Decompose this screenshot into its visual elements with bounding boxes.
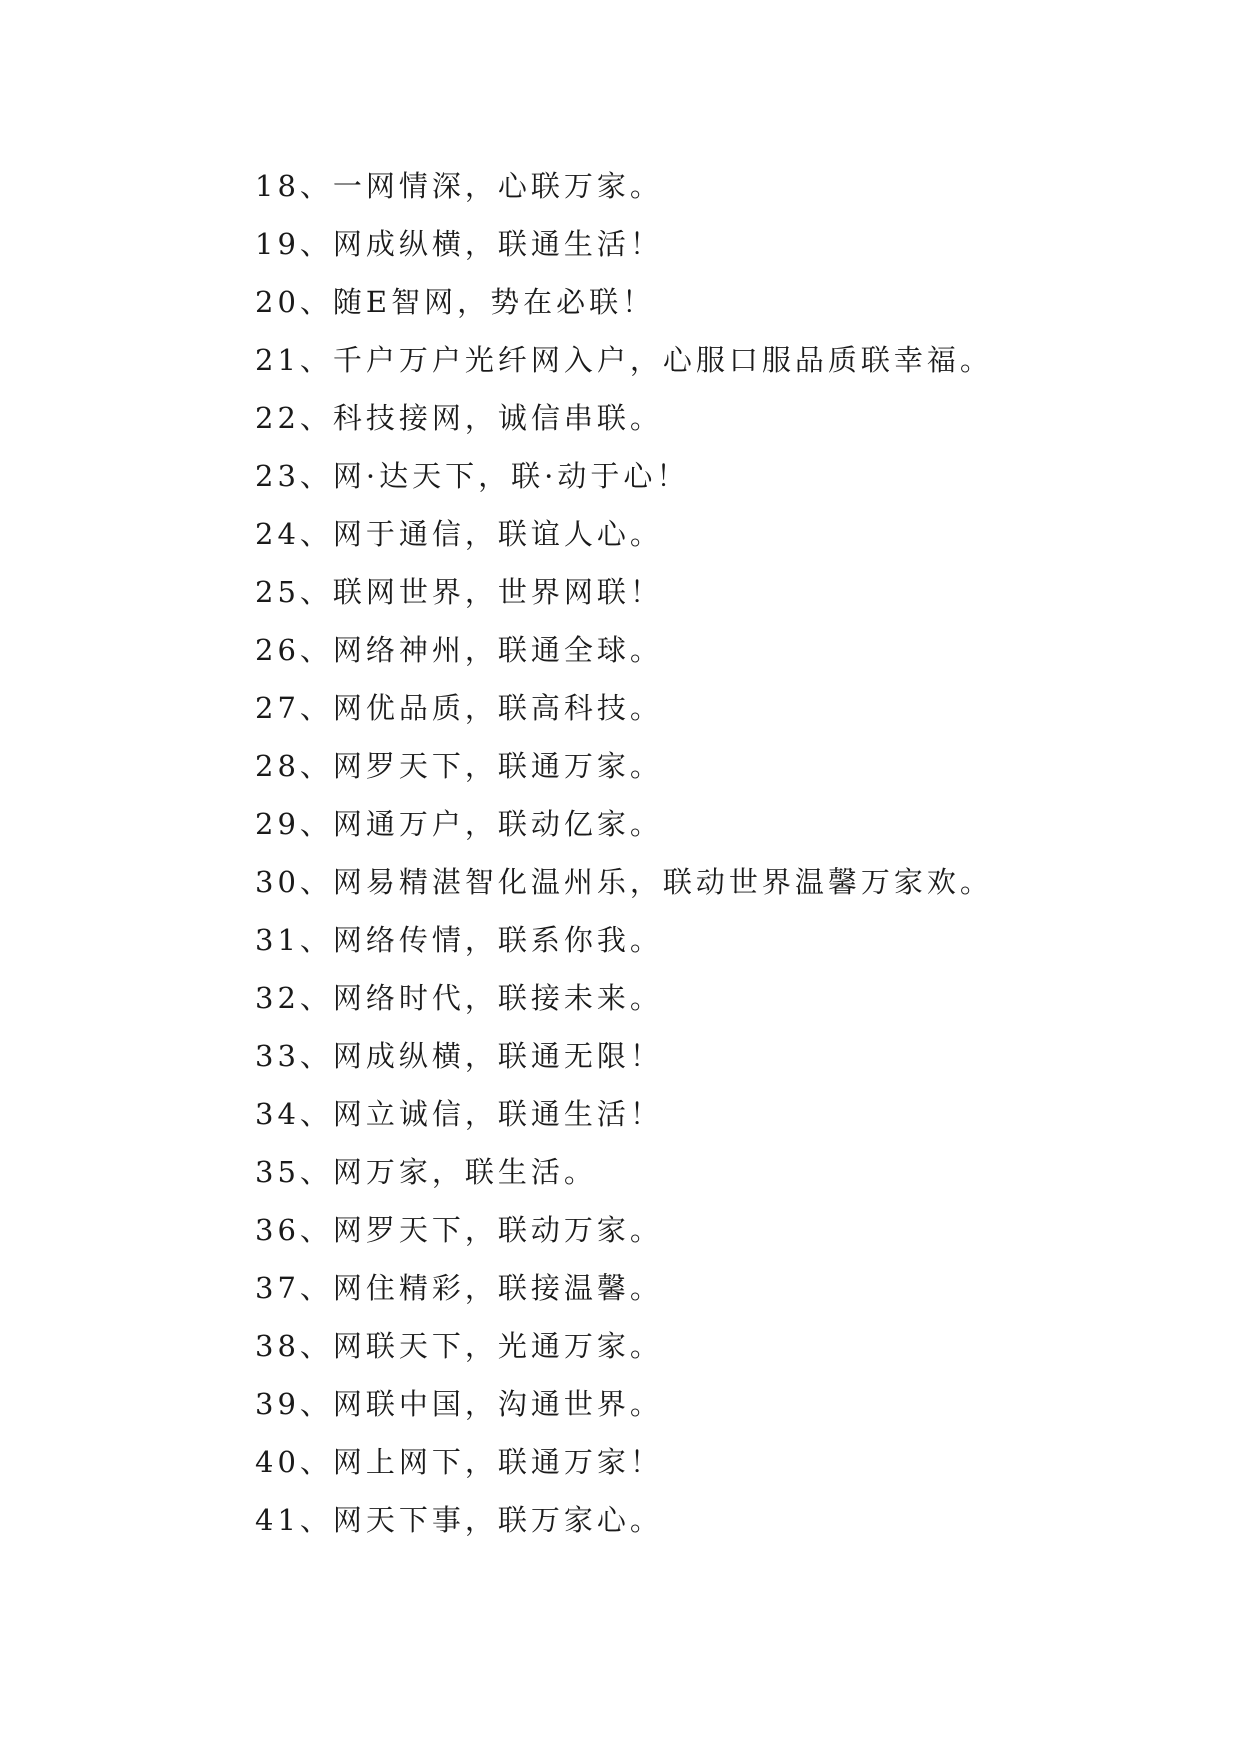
list-item: 30、网易精湛智化温州乐，联动世界温馨万家欢。: [255, 865, 993, 899]
list-item: 21、千户万户光纤网入户，心服口服品质联幸福。: [255, 343, 993, 377]
list-item: 35、网万家，联生活。: [255, 1155, 597, 1189]
list-item: 41、网天下事，联万家心。: [255, 1503, 663, 1537]
list-item: 22、科技接网，诚信串联。: [255, 401, 663, 435]
list-item: 32、网络时代，联接未来。: [255, 981, 663, 1015]
list-item: 33、网成纵横，联通无限！: [255, 1039, 663, 1073]
list-item: 27、网优品质，联高科技。: [255, 691, 663, 725]
list-item: 29、网通万户，联动亿家。: [255, 807, 663, 841]
list-item: 23、网·达天下，联·动于心！: [255, 459, 690, 493]
list-item: 36、网罗天下，联动万家。: [255, 1213, 663, 1247]
list-item: 38、网联天下，光通万家。: [255, 1329, 663, 1363]
list-item: 39、网联中国，沟通世界。: [255, 1387, 663, 1421]
slogan-list: [255, 157, 1155, 1549]
list-item: 24、网于通信，联谊人心。: [255, 517, 663, 551]
list-item: 37、网住精彩，联接温馨。: [255, 1271, 663, 1305]
list-item: 31、网络传情，联系你我。: [255, 923, 663, 957]
list-item: 28、网罗天下，联通万家。: [255, 749, 663, 783]
list-item: 20、随E智网，势在必联！: [255, 285, 656, 319]
list-item: 19、网成纵横，联通生活！: [255, 227, 663, 261]
list-item: 40、网上网下，联通万家！: [255, 1445, 663, 1479]
list-item: 25、联网世界，世界网联！: [255, 575, 663, 609]
list-item: 26、网络神州，联通全球。: [255, 633, 663, 667]
list-item: 34、网立诚信，联通生活！: [255, 1097, 663, 1131]
list-item: 18、一网情深，心联万家。: [255, 169, 663, 203]
